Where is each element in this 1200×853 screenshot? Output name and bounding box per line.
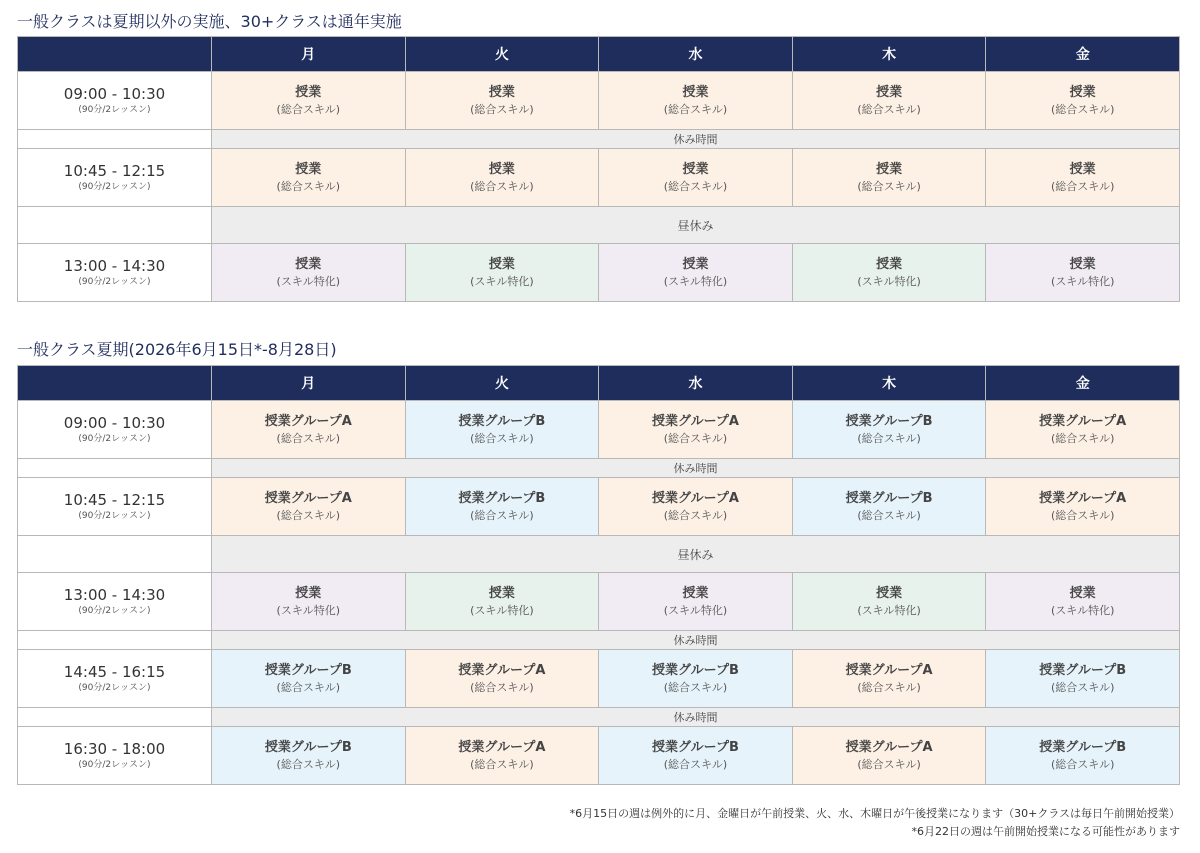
class-cell bbox=[792, 727, 986, 785]
class-cell bbox=[405, 573, 599, 631]
time-slot-blank bbox=[18, 536, 212, 573]
class-cell bbox=[792, 401, 986, 459]
class-name: 授業 bbox=[1069, 161, 1096, 177]
break-label: 休み時間 bbox=[212, 459, 1180, 478]
class-type: (スキル特化) bbox=[470, 603, 534, 617]
class-name: 授業 bbox=[1069, 585, 1096, 601]
class-name: 授業グループB bbox=[1039, 739, 1127, 755]
class-type: (スキル特化) bbox=[663, 603, 728, 617]
lesson-row bbox=[18, 478, 1180, 536]
class-cell bbox=[599, 401, 793, 459]
time-slot-cell bbox=[18, 478, 212, 536]
class-type: (総合スキル) bbox=[276, 179, 341, 193]
time-slot-blank bbox=[18, 459, 212, 478]
time-slot-blank bbox=[18, 207, 212, 244]
class-type: (総合スキル) bbox=[663, 508, 728, 522]
class-type: (総合スキル) bbox=[1050, 757, 1115, 771]
lesson-row bbox=[18, 72, 1180, 130]
class-type: (スキル特化) bbox=[1050, 603, 1115, 617]
class-type: (総合スキル) bbox=[1050, 508, 1115, 522]
class-name: 授業グループA bbox=[651, 490, 739, 506]
class-name: 授業 bbox=[295, 256, 322, 272]
class-type: (総合スキル) bbox=[470, 102, 534, 116]
class-cell bbox=[792, 478, 986, 536]
header-corner bbox=[18, 37, 212, 72]
class-cell bbox=[212, 401, 406, 459]
break-label: 休み時間 bbox=[212, 130, 1180, 149]
break-row bbox=[18, 130, 1180, 149]
lunch-row bbox=[18, 207, 1180, 244]
class-name: 授業グループA bbox=[651, 413, 739, 429]
class-type: (総合スキル) bbox=[857, 757, 921, 771]
time-slot-cell bbox=[18, 149, 212, 207]
schedule-title-regular: 一般クラスは夏期以外の実施、30+クラスは通年実施 bbox=[17, 12, 402, 31]
time-slot-cell bbox=[18, 72, 212, 130]
class-name: 授業 bbox=[1069, 84, 1096, 100]
class-name: 授業グループA bbox=[845, 739, 933, 755]
class-cell bbox=[792, 149, 986, 207]
class-type: (スキル特化) bbox=[470, 274, 534, 288]
class-name: 授業 bbox=[876, 256, 903, 272]
class-name: 授業 bbox=[295, 161, 322, 177]
class-name: 授業 bbox=[682, 84, 709, 100]
class-type: (総合スキル) bbox=[857, 508, 921, 522]
day-header: 金 bbox=[986, 366, 1180, 401]
lesson-row bbox=[18, 149, 1180, 207]
class-type: (総合スキル) bbox=[1050, 179, 1115, 193]
day-header: 月 bbox=[212, 366, 406, 401]
time-range: 09:00 - 10:30 bbox=[63, 84, 166, 103]
lesson-row bbox=[18, 650, 1180, 708]
class-name: 授業グループB bbox=[652, 662, 739, 678]
time-slot-cell bbox=[18, 727, 212, 785]
time-slot-blank bbox=[18, 631, 212, 650]
time-range: 13:00 - 14:30 bbox=[63, 585, 166, 604]
class-cell bbox=[405, 244, 599, 302]
time-range: 10:45 - 12:15 bbox=[63, 490, 166, 509]
class-type: (スキル特化) bbox=[663, 274, 728, 288]
class-name: 授業 bbox=[295, 84, 322, 100]
class-cell bbox=[986, 573, 1180, 631]
class-cell bbox=[986, 72, 1180, 130]
day-header: 火 bbox=[405, 37, 599, 72]
time-duration: (90分/2レッスン) bbox=[78, 433, 151, 444]
class-type: (総合スキル) bbox=[470, 757, 534, 771]
class-cell bbox=[986, 650, 1180, 708]
class-name: 授業 bbox=[1069, 256, 1096, 272]
lunch-label: 昼休み bbox=[212, 536, 1180, 573]
class-cell bbox=[792, 244, 986, 302]
time-duration: (90分/2レッスン) bbox=[78, 759, 151, 770]
day-header: 水 bbox=[599, 366, 793, 401]
class-cell bbox=[599, 244, 793, 302]
time-duration: (90分/2レッスン) bbox=[78, 510, 151, 521]
class-name: 授業グループA bbox=[264, 413, 352, 429]
class-cell bbox=[792, 650, 986, 708]
time-range: 10:45 - 12:15 bbox=[63, 161, 166, 180]
class-cell bbox=[405, 401, 599, 459]
class-cell bbox=[792, 573, 986, 631]
class-type: (総合スキル) bbox=[663, 431, 728, 445]
day-header: 金 bbox=[986, 37, 1180, 72]
time-duration: (90分/2レッスン) bbox=[78, 276, 151, 287]
class-cell bbox=[599, 478, 793, 536]
day-header: 木 bbox=[792, 366, 986, 401]
class-cell bbox=[986, 727, 1180, 785]
lesson-row bbox=[18, 727, 1180, 785]
class-name: 授業 bbox=[682, 161, 709, 177]
class-type: (総合スキル) bbox=[857, 179, 921, 193]
class-name: 授業 bbox=[876, 585, 903, 601]
class-name: 授業グループA bbox=[458, 739, 546, 755]
class-type: (総合スキル) bbox=[276, 757, 341, 771]
day-header: 月 bbox=[212, 37, 406, 72]
class-name: 授業 bbox=[488, 256, 515, 272]
class-type: (総合スキル) bbox=[276, 102, 341, 116]
break-row bbox=[18, 459, 1180, 478]
class-cell bbox=[599, 650, 793, 708]
class-type: (総合スキル) bbox=[470, 179, 534, 193]
class-name: 授業グループA bbox=[264, 490, 352, 506]
class-type: (総合スキル) bbox=[276, 680, 341, 694]
class-cell bbox=[405, 478, 599, 536]
time-slot-blank bbox=[18, 708, 212, 727]
break-row bbox=[18, 631, 1180, 650]
class-type: (総合スキル) bbox=[470, 680, 534, 694]
class-name: 授業グループA bbox=[845, 662, 933, 678]
class-type: (総合スキル) bbox=[470, 508, 534, 522]
class-cell bbox=[212, 727, 406, 785]
class-cell bbox=[212, 149, 406, 207]
time-slot-cell bbox=[18, 244, 212, 302]
break-label: 休み時間 bbox=[212, 631, 1180, 650]
class-name: 授業グループA bbox=[1039, 413, 1127, 429]
class-cell bbox=[212, 72, 406, 130]
time-duration: (90分/2レッスン) bbox=[78, 682, 151, 693]
class-type: (総合スキル) bbox=[1050, 102, 1115, 116]
class-type: (総合スキル) bbox=[663, 680, 728, 694]
class-name: 授業グループB bbox=[458, 490, 546, 506]
class-name: 授業 bbox=[682, 585, 709, 601]
schedule-table-summer bbox=[17, 365, 1180, 785]
class-name: 授業グループA bbox=[458, 662, 546, 678]
class-cell bbox=[405, 650, 599, 708]
footnote-week-june15: *6月15日の週は例外的に月、金曜日が午前授業、火、水、木曜日が午後授業になります（30+クラスは毎日午前開始授業） bbox=[569, 807, 1180, 820]
class-cell bbox=[405, 727, 599, 785]
class-name: 授業グループB bbox=[652, 739, 739, 755]
class-name: 授業グループB bbox=[845, 490, 933, 506]
time-range: 16:30 - 18:00 bbox=[63, 739, 166, 758]
lesson-row bbox=[18, 573, 1180, 631]
time-range: 13:00 - 14:30 bbox=[63, 256, 166, 275]
class-cell bbox=[405, 72, 599, 130]
class-name: 授業グループA bbox=[1039, 490, 1127, 506]
class-type: (総合スキル) bbox=[857, 431, 921, 445]
class-cell bbox=[986, 149, 1180, 207]
class-type: (総合スキル) bbox=[663, 757, 728, 771]
class-cell bbox=[792, 72, 986, 130]
class-name: 授業 bbox=[488, 585, 515, 601]
class-type: (スキル特化) bbox=[857, 274, 921, 288]
class-cell bbox=[986, 478, 1180, 536]
lesson-row bbox=[18, 401, 1180, 459]
class-cell bbox=[599, 72, 793, 130]
class-type: (総合スキル) bbox=[663, 102, 728, 116]
class-name: 授業 bbox=[682, 256, 709, 272]
time-range: 14:45 - 16:15 bbox=[63, 662, 166, 681]
header-corner bbox=[18, 366, 212, 401]
class-type: (総合スキル) bbox=[470, 431, 534, 445]
class-cell bbox=[599, 727, 793, 785]
time-duration: (90分/2レッスン) bbox=[78, 181, 151, 192]
class-name: 授業 bbox=[876, 161, 903, 177]
class-cell bbox=[212, 650, 406, 708]
class-cell bbox=[599, 573, 793, 631]
class-type: (総合スキル) bbox=[857, 102, 921, 116]
class-name: 授業グループB bbox=[845, 413, 933, 429]
class-type: (スキル特化) bbox=[1050, 274, 1115, 288]
class-name: 授業 bbox=[488, 84, 515, 100]
class-cell bbox=[212, 478, 406, 536]
time-slot-cell bbox=[18, 650, 212, 708]
break-row bbox=[18, 708, 1180, 727]
class-name: 授業グループB bbox=[458, 413, 546, 429]
header-row bbox=[18, 366, 1180, 401]
time-slot-cell bbox=[18, 573, 212, 631]
class-type: (スキル特化) bbox=[276, 603, 341, 617]
class-name: 授業 bbox=[876, 84, 903, 100]
class-type: (総合スキル) bbox=[1050, 680, 1115, 694]
break-label: 休み時間 bbox=[212, 708, 1180, 727]
footnote-week-june22: *6月22日の週は午前開始授業になる可能性があります bbox=[911, 825, 1180, 838]
lesson-row bbox=[18, 244, 1180, 302]
class-type: (総合スキル) bbox=[1050, 431, 1115, 445]
time-duration: (90分/2レッスン) bbox=[78, 104, 151, 115]
day-header: 水 bbox=[599, 37, 793, 72]
time-slot-cell bbox=[18, 401, 212, 459]
lunch-label: 昼休み bbox=[212, 207, 1180, 244]
class-cell bbox=[405, 149, 599, 207]
header-row bbox=[18, 37, 1180, 72]
class-name: 授業グループB bbox=[264, 739, 352, 755]
class-cell bbox=[212, 573, 406, 631]
class-name: 授業 bbox=[295, 585, 322, 601]
class-type: (スキル特化) bbox=[857, 603, 921, 617]
class-cell bbox=[599, 149, 793, 207]
class-type: (総合スキル) bbox=[857, 680, 921, 694]
schedule-title-summer: 一般クラス夏期(2026年6月15日*-8月28日) bbox=[17, 340, 337, 359]
class-type: (総合スキル) bbox=[276, 431, 341, 445]
day-header: 木 bbox=[792, 37, 986, 72]
class-type: (スキル特化) bbox=[276, 274, 341, 288]
class-name: 授業グループB bbox=[264, 662, 352, 678]
schedule-table-regular bbox=[17, 36, 1180, 302]
class-cell bbox=[212, 244, 406, 302]
time-range: 09:00 - 10:30 bbox=[63, 413, 166, 432]
class-type: (総合スキル) bbox=[276, 508, 341, 522]
class-cell bbox=[986, 401, 1180, 459]
time-duration: (90分/2レッスン) bbox=[78, 605, 151, 616]
class-name: 授業 bbox=[488, 161, 515, 177]
class-cell bbox=[986, 244, 1180, 302]
class-type: (総合スキル) bbox=[663, 179, 728, 193]
class-name: 授業グループB bbox=[1039, 662, 1127, 678]
time-slot-blank bbox=[18, 130, 212, 149]
day-header: 火 bbox=[405, 366, 599, 401]
lunch-row bbox=[18, 536, 1180, 573]
